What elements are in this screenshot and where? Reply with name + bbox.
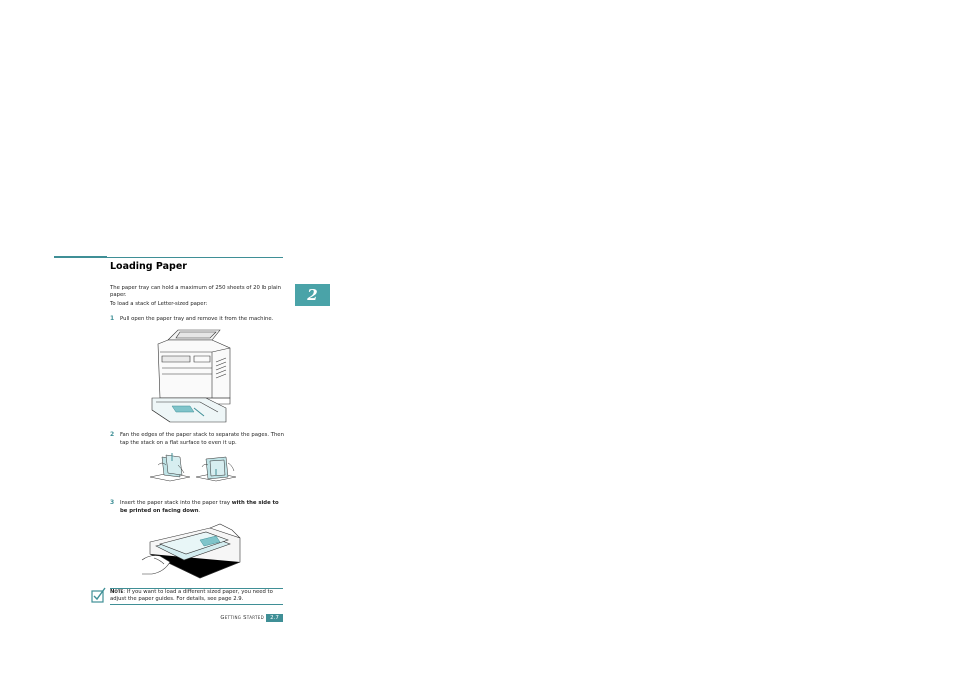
step-3-text-plain: Insert the paper stack into the paper tray [120, 500, 232, 506]
footer-section-label: Getting Started [220, 615, 264, 621]
note-body: : If you want to load a different sized paper, you need to adjust the paper guides. For details, see page 2.9. [110, 589, 273, 602]
figure-insert-paper [140, 520, 245, 580]
lead-in-paragraph: To load a stack of Letter-sized paper: [110, 301, 208, 307]
intro-paragraph: The paper tray can hold a maximum of 250 sheets of 20 lb plain paper. [110, 285, 281, 298]
section-rule [54, 257, 283, 258]
section-heading: Loading Paper [110, 261, 187, 272]
figure-fan-paper [148, 451, 238, 483]
note-rule-bottom [110, 604, 283, 605]
figure-remove-tray [150, 326, 235, 426]
note-check-icon [91, 586, 107, 604]
step-3-text-end: . [198, 507, 201, 514]
step-2-text: Fan the edges of the paper stack to separate the pages. Then tap the stack on a flat surface to even it up. [120, 432, 284, 446]
step-1-text: Pull open the paper tray and remove it from the machine. [120, 316, 274, 322]
note-label: Note [110, 589, 124, 595]
step-3-number: 3 [110, 499, 115, 506]
footer-page-number: 2.7 [266, 614, 283, 622]
step-2-number: 2 [110, 431, 115, 438]
note-text [110, 589, 285, 603]
step-3-text-bold: with the side to be printed on facing down [120, 500, 279, 514]
step-3-text [120, 500, 285, 515]
chapter-tab: 2 [295, 284, 330, 306]
step-1-number: 1 [110, 315, 115, 322]
